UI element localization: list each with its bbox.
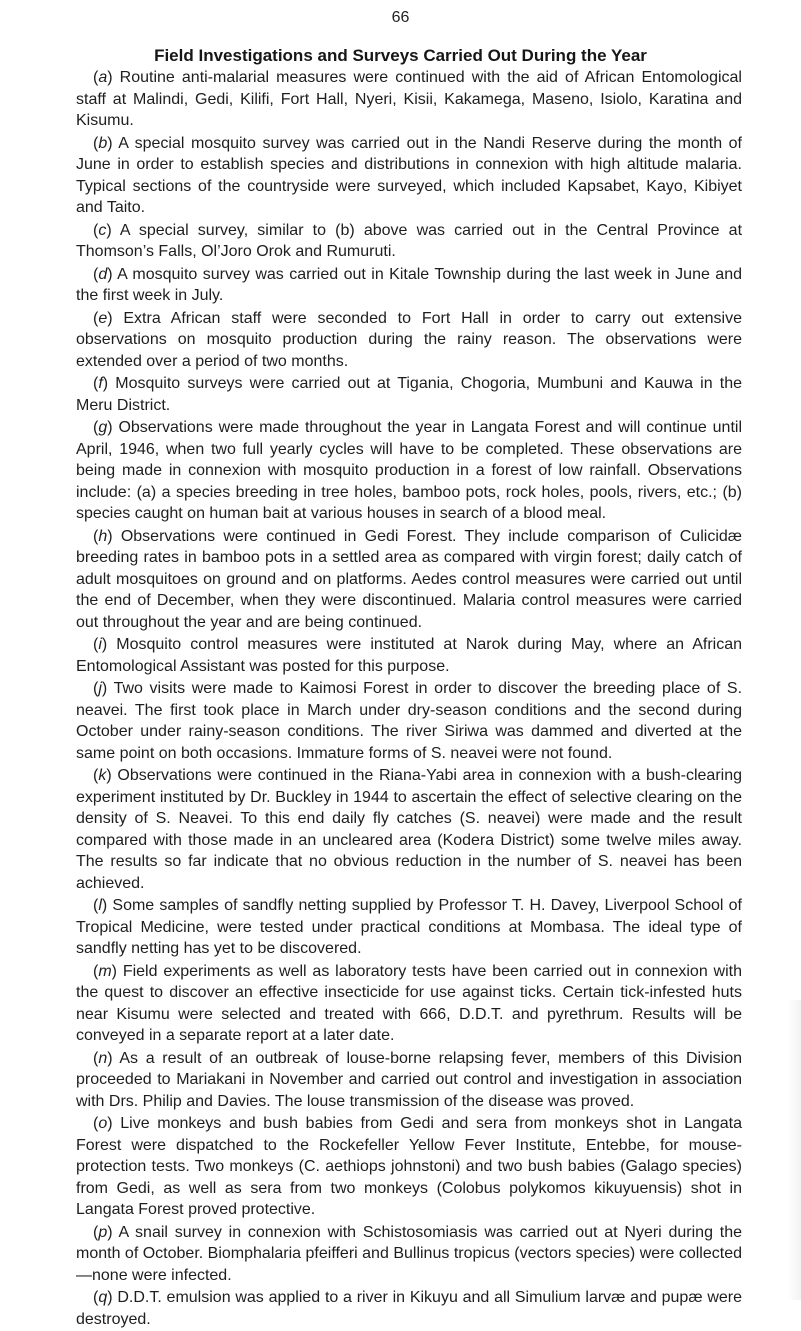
paragraph-text: Observations were continued in Gedi Forest. They include comparison of Culicidæ breeding rates in bamboo pots in a settled area as compared with virgin forest; daily catch of adult mosquitoes on ground and on platforms. Aedes control measures were carried out until the end of December, when they were discontinued. Malaria control measures were carried out throughout the year and are being continued. [76,527,742,631]
paragraph-label: q [98,1289,108,1306]
paragraph-text: As a result of an outbreak of louse-borne relapsing fever, members of this Division proceeded to Mariakani in November and carried out control and investigation in association with Drs. Philip and Davies. The louse transmission of the disease was proved. [76,1049,743,1110]
paragraph-i: (i) Mosquito control measures were instituted at Narok during May, where an African Entomological Assistant was posted for this purpose. [76,636,742,675]
paragraph-label: m [98,962,112,980]
paragraph-text: Field experiments as well as laboratory tests have been carried out in connexion with the quest to discover an effective insecticide for use against ticks. Certain tick-infested huts near Kisumu were selected and treated with 666, D.D.T. and pyrethrum. Results will be conveyed in a separate report at a later date. [76,962,742,1044]
paragraph-label: i [98,636,102,653]
paragraph-text: Mosquito surveys were carried out at Tigania, Chogoria, Mumbuni and Kauwa in the Meru District. [76,375,742,414]
paragraph-p: (p) A snail survey in connexion with Schistosomiasis was carried out at Nyeri during the month of October. Biomphalaria pfeifferi and Bullinus tropicus (vectors species) were collected—none were infected. [76,1223,742,1284]
paragraph-label: j [98,680,102,697]
paragraph-label: d [98,265,108,283]
page-number: 66 [391,9,410,26]
section-heading: Field Investigations and Surveys Carried Out During the Year [154,46,647,65]
paragraph-text: Extra African staff were seconded to Fort Hall in order to carry out extensive observations on mosquito production during the rainy reason. The observations were extended over a period of two months. [76,309,742,370]
paragraph-text: A mosquito survey was carried out in Kitale Township during the last week in June and the first week in July. [76,265,743,304]
paragraph-text: A special mosquito survey was carried out in the Nandi Reserve during the month of June in order to establish species and distributions in connexion with high altitude malaria. Typical sections of the countryside were surveyed, which included Kapsabet, Kayo, Kibiyet and Taito. [76,134,742,216]
paragraph-n: (n) As a result of an outbreak of louse-borne relapsing fever, members of this Division proceeded to Mariakani in November and carried out control and investigation in association with Drs. Philip and Davies. The louse transmission of the disease was proved. [76,1049,743,1110]
paragraph-e: (e) Extra African staff were seconded to Fort Hall in order to carry out extensive observations on mosquito production during the rainy reason. The observations were extended over a period of two months. [76,309,742,370]
paragraph-label: o [98,1115,108,1132]
paragraph-text: Observations were continued in the Riana-Yabi area in connexion with a bush-clearing experiment instituted by Dr. Buckley in 1944 to ascertain the effect of selective clearing on the density of S. Neavei. To this end daily fly catches (S. neavei) were made and the result compared with those made in an uncleared area (Kodera District) some twelve miles away. The results so far indicate that no obvious reduction in the number of S. neavei has been achieved. [76,767,742,892]
paragraph-f: (f) Mosquito surveys were carried out at Tigania, Chogoria, Mumbuni and Kauwa in the Meru District. [76,375,742,414]
paragraph-label: e [98,309,108,327]
paragraph-text: Observations were made throughout the year in Langata Forest and will continue until April, 1946, when two full yearly cycles will have to be completed. These observations are being made in connexion with mosquito production in a forest of low rainfall. Observations include: (a) a species breeding in tree holes, bamboo pots, rock holes, pools, rivers, etc.; (b) species caught on human bait at various houses in search of a blood meal. [76,419,743,522]
paragraph-q: (q) D.D.T. emulsion was applied to a river in Kikuyu and all Simulium larvæ and pupæ were destroyed. [76,1289,742,1328]
paragraph-label: p [98,1223,108,1241]
paragraph-k: (k) Observations were continued in the Riana-Yabi area in connexion with a bush-clearing experiment instituted by Dr. Buckley in 1944 to ascertain the effect of selective clearing on the density of S. Neavei. To this end daily fly catches (S. neavei) were made and the result compared with those made in an uncleared area (Kodera District) some twelve miles away. The results so far indicate that no obvious reduction in the number of S. neavei has been achieved. [76,767,742,892]
paragraph-label: a [98,69,108,86]
paragraph-text: Live monkeys and bush babies from Gedi and sera from monkeys shot in Langata Forest were dispatched to the Rockefeller Yellow Fever Institute, Entebbe, for mouse-protection tests. Two monkeys (C. aethiops johnstoni) and two bush babies (Galago species) from Gedi, as well as sera from two monkeys (Colobus polykomos kikuyuensis) shot in Langata Forest proved protective. [76,1115,742,1218]
paragraph-text: Routine anti-malarial measures were continued with the aid of African Entomological staff at Malindi, Gedi, Kilifi, Fort Hall, Nyeri, Kisii, Kakamega, Maseno, Isiolo, Karatina and Kisumu. [76,69,742,129]
paragraph-d: (d) A mosquito survey was carried out in Kitale Township during the last week in June and the first week in July. [76,265,743,304]
paragraph-label: l [98,897,102,914]
paragraph-label: g [98,419,108,436]
paragraph-text: Mosquito control measures were instituted at Narok during May, where an African Entomological Assistant was posted for this purpose. [76,636,742,675]
paragraph-b: (b) A special mosquito survey was carried out in the Nandi Reserve during the month of June in order to establish species and distributions in connexion with high altitude malaria. Typical sections of the countryside were surveyed, which included Kapsabet, Kayo, Kibiyet and Taito. [76,134,742,216]
paragraph-label: h [98,527,108,545]
paragraph-label: n [98,1049,108,1067]
paragraph-label: f [98,375,103,392]
paragraph-m: (m) Field experiments as well as laboratory tests have been carried out in connexion with the quest to discover an effective insecticide for use against ticks. Certain tick-infested huts near Kisumu were selected and treated with 666, D.D.T. and pyrethrum. Results will be conveyed in a separate report at a later date. [76,962,742,1044]
paragraph-text: A snail survey in connexion with Schistosomiasis was carried out at Nyeri during the month of October. Biomphalaria pfeifferi and Bullinus tropicus (vectors species) were collected—none were infected. [76,1223,742,1284]
paragraph-g: (g) Observations were made throughout the year in Langata Forest and will continue until April, 1946, when two full yearly cycles will have to be completed. These observations are being made in connexion with mosquito production in a forest of low rainfall. Observations include: (a) a species breeding in tree holes, bamboo pots, rock holes, pools, rivers, etc.; (b) species caught on human bait at various houses in search of a blood meal. [76,419,743,522]
paragraph-l: (l) Some samples of sandfly netting supplied by Professor T. H. Davey, Liverpool School of Tropical Medicine, were tested under practical conditions at Mombasa. The ideal type of sandfly netting has yet to be discovered. [76,897,742,957]
paragraph-o: (o) Live monkeys and bush babies from Gedi and sera from monkeys shot in Langata Forest were dispatched to the Rockefeller Yellow Fever Institute, Entebbe, for mouse-protection tests. Two monkeys (C. aethiops johnstoni) and two bush babies (Galago species) from Gedi, as well as sera from two monkeys (Colobus polykomos kikuyuensis) shot in Langata Forest proved protective. [76,1115,742,1218]
paragraph-text: Some samples of sandfly netting supplied by Professor T. H. Davey, Liverpool School of Tropical Medicine, were tested under practical conditions at Mombasa. The ideal type of sandfly netting has yet to be discovered. [76,897,742,957]
paragraph-j: (j) Two visits were made to Kaimosi Forest in order to discover the breeding place of S. neavei. The first took place in March under dry-season conditions and the second during October under rainy-season conditions. The river Siriwa was dammed and diverted at the same point on both occasions. Immature forms of S. neavei were not found. [76,680,743,762]
paragraph-text: A special survey, similar to (b) above was carried out in the Central Province at Thomson’s Falls, Ol’Joro Orok and Rumuruti. [76,221,743,260]
scan-edge-shade [787,1000,801,1300]
paragraph-c: (c) A special survey, similar to (b) above was carried out in the Central Province at Thomson’s Falls, Ol’Joro Orok and Rumuruti. [76,221,743,260]
body-text [76,67,742,1331]
paragraph-label: b [98,134,108,152]
paragraph-label: k [98,767,107,784]
paragraph-text: Two visits were made to Kaimosi Forest in order to discover the breeding place of S. neavei. The first took place in March under dry-season conditions and the second during October under rainy-season conditions. The river Siriwa was dammed and diverted at the same point on both occasions. Immature forms of S. neavei were not found. [76,680,743,762]
paragraph-label: c [98,221,107,239]
paragraph-h: (h) Observations were continued in Gedi Forest. They include comparison of Culicidæ breeding rates in bamboo pots in a settled area as compared with virgin forest; daily catch of adult mosquitoes on ground and on platforms. Aedes control measures were carried out until the end of December, when they were discontinued. Malaria control measures were carried out throughout the year and are being continued. [76,527,742,631]
paragraph-text: D.D.T. emulsion was applied to a river in Kikuyu and all Simulium larvæ and pupæ were destroyed. [76,1289,742,1328]
paragraph-a: (a) Routine anti-malarial measures were continued with the aid of African Entomological staff at Malindi, Gedi, Kilifi, Fort Hall, Nyeri, Kisii, Kakamega, Maseno, Isiolo, Karatina and Kisumu. [76,69,742,129]
